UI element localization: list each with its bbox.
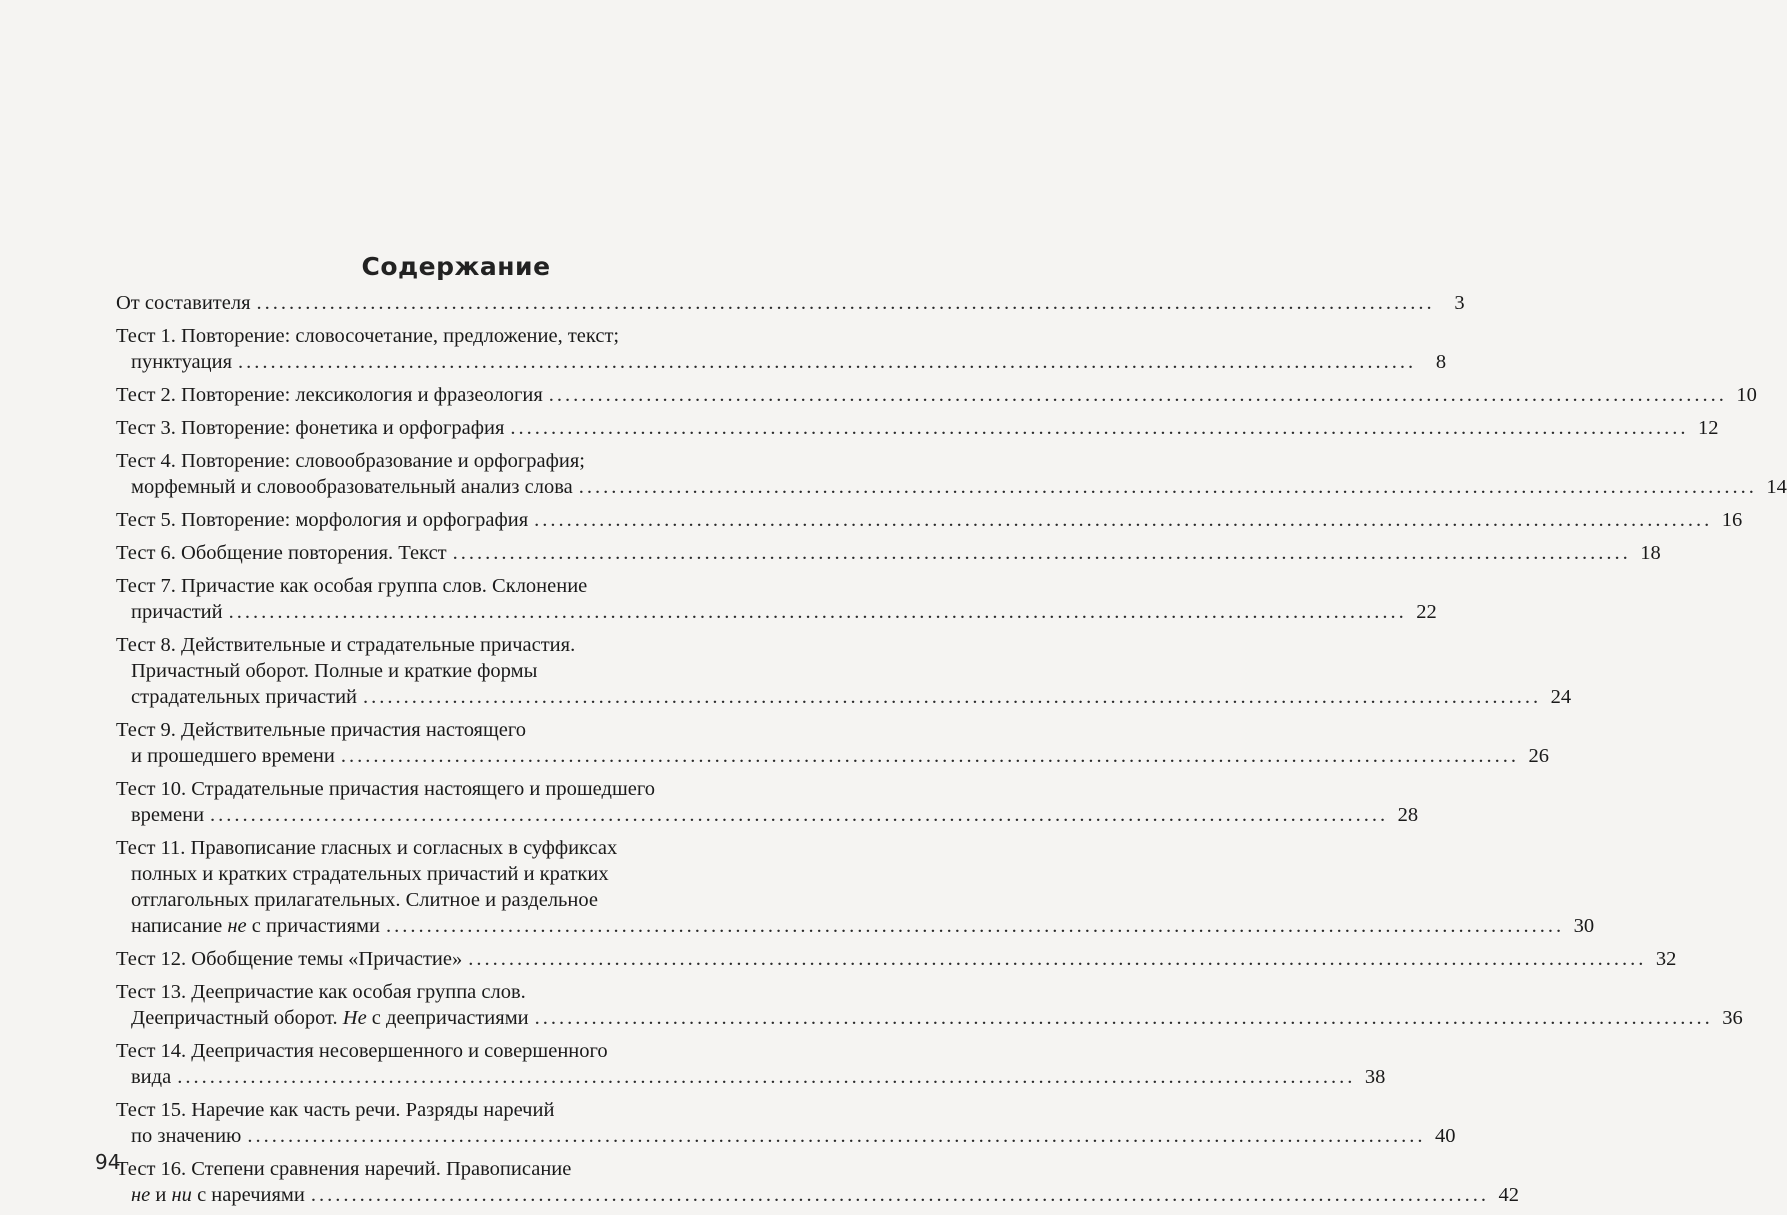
toc-page-number: 10 (1736, 384, 1757, 406)
toc-entry-line (116, 887, 834, 913)
toc-entry-last-line (116, 684, 1572, 710)
toc-entry-line (116, 658, 834, 684)
dot-leader: ................................................................................................................................................. (247, 1125, 1426, 1147)
toc-page-number: 32 (1655, 948, 1677, 970)
dot-leader: ................................................................................................................................................. (238, 351, 1417, 373)
toc-entry-last-line (116, 802, 1419, 828)
toc-entry-text (116, 946, 462, 972)
toc-page-number: 16 (1721, 509, 1743, 531)
toc-entry-text (131, 349, 232, 375)
toc-entry-line (116, 448, 834, 474)
toc-entry-line (116, 632, 834, 658)
toc-entry-text (131, 660, 537, 682)
dot-leader: ................................................................................................................................................. (340, 745, 1519, 767)
text-segment: полных и кратких страдательных причастий и кратких (131, 863, 609, 885)
dot-leader: ................................................................................................................................................. (534, 1007, 1713, 1029)
dot-leader: ................................................................................................................................................. (578, 476, 1757, 498)
text-segment: вида (131, 1066, 172, 1088)
text-segment: причастий (131, 601, 223, 623)
toc-entry (116, 415, 1719, 441)
toc-entry-text (116, 415, 504, 441)
toc-entry-text (131, 913, 380, 939)
toc-entry-line (116, 1156, 834, 1182)
toc-entry (116, 323, 1447, 375)
text-segment: Тест 8. Действительные и страдательные причастия. (116, 634, 576, 656)
toc-entry (116, 632, 1572, 710)
toc-entry-last-line (116, 913, 1595, 939)
text-segment: с деепричастиями (366, 1007, 529, 1029)
toc-entry-last-line (116, 382, 1757, 408)
toc-entry-text (116, 1099, 554, 1121)
toc-entry-text (131, 863, 609, 885)
text-segment: Тест 15. Наречие как часть речи. Разряды наречий (116, 1099, 555, 1121)
text-segment: Тест 12. Обобщение темы «Причастие» (116, 948, 463, 970)
toc-entry (116, 290, 1465, 316)
toc-entry-text (116, 450, 585, 472)
toc-entry-last-line (116, 946, 1677, 972)
text-segment: Тест 16. Степени сравнения наречий. Правописание (116, 1158, 572, 1180)
dot-leader: ................................................................................................................................................. (386, 915, 1565, 937)
text-segment: Причастный оборот. Полные и краткие формы (131, 660, 538, 682)
text-segment: Тест 6. Обобщение повторения. Текст (116, 542, 447, 564)
text-segment: Тест 11. Правописание гласных и согласных в суффиксах (116, 837, 618, 859)
italic-word: не (227, 915, 247, 937)
dot-leader: ................................................................................................................................................. (228, 601, 1407, 623)
toc-entry (116, 448, 1787, 500)
dot-leader: ................................................................................................................................................. (534, 509, 1713, 531)
page-number: 94 (95, 1150, 121, 1174)
toc-entry-text (116, 382, 543, 408)
italic-word: не (131, 1184, 151, 1206)
toc-page-number: 38 (1364, 1066, 1386, 1088)
toc-entry-line (116, 861, 834, 887)
toc-entry (116, 382, 1757, 408)
toc-page-number: 14 (1766, 476, 1787, 498)
text-segment: Тест 4. Повторение: словообразование и орфография; (116, 450, 585, 472)
text-segment: Тест 3. Повторение: фонетика и орфография (116, 417, 505, 439)
toc-entry-text (131, 474, 573, 500)
toc-entry-text (131, 1064, 171, 1090)
text-segment: От составителя (116, 292, 251, 314)
text-segment: Тест 5. Повторение: морфология и орфография (116, 509, 529, 531)
toc-entry-text (116, 325, 619, 347)
toc-entry-last-line (116, 1182, 1519, 1208)
toc-page-number: 28 (1397, 804, 1419, 826)
toc-entry-line (116, 835, 834, 861)
toc-entry-text (131, 889, 598, 911)
toc-entry (116, 507, 1743, 533)
toc-entry (116, 573, 1437, 625)
toc-entry (116, 540, 1661, 566)
text-segment: написание (131, 915, 228, 937)
toc-entry-last-line (116, 474, 1787, 500)
dot-leader: ................................................................................................................................................. (363, 686, 1542, 708)
text-segment: отглагольных прилагательных. Слитное и раздельное (131, 889, 598, 911)
toc-entry-last-line (116, 540, 1661, 566)
toc-entry-last-line (116, 349, 1447, 375)
toc-entry-text (116, 290, 251, 316)
toc-entry (116, 979, 1743, 1031)
toc-page-number: 42 (1498, 1184, 1519, 1206)
toc-page-number: 3 (1454, 292, 1465, 314)
toc-page-number: 18 (1640, 542, 1661, 564)
toc-entry-text (131, 743, 335, 769)
toc-entry-last-line (116, 1064, 1386, 1090)
toc-entry-line (116, 717, 834, 743)
table-of-contents (116, 290, 1787, 1215)
text-segment: Тест 13. Деепричастие как особая группа слов. (116, 981, 526, 1003)
dot-leader: ................................................................................................................................................. (468, 948, 1647, 970)
text-segment: страдательных причастий (131, 686, 358, 708)
toc-page-number: 40 (1434, 1125, 1456, 1147)
toc-entry-text (131, 1123, 241, 1149)
toc-entry-last-line (116, 599, 1437, 625)
toc-entry-last-line (116, 415, 1719, 441)
toc-entry-text (116, 1158, 571, 1180)
toc-entry (116, 1156, 1519, 1208)
text-segment: Тест 10. Страдательные причастия настоящего и прошедшего (116, 778, 655, 800)
dot-leader: ................................................................................................................................................. (548, 384, 1727, 406)
toc-entry (116, 776, 1419, 828)
toc-page-number: 12 (1698, 417, 1719, 439)
toc-entry-last-line (116, 1005, 1743, 1031)
toc-entry-text (116, 981, 526, 1003)
dot-leader: ................................................................................................................................................. (177, 1066, 1356, 1088)
toc-entry-text (131, 684, 357, 710)
toc-page-number: 30 (1573, 915, 1595, 937)
text-segment: Деепричастный оборот. (131, 1007, 343, 1029)
toc-entry (116, 835, 1595, 939)
text-segment: и прошедшего времени (131, 745, 335, 767)
toc-entry-text (116, 634, 575, 656)
dot-leader: ................................................................................................................................................. (510, 417, 1689, 439)
text-segment: с наречиями (191, 1184, 305, 1206)
toc-entry (116, 1038, 1386, 1090)
page-title: Содержание (361, 252, 551, 281)
toc-entry (116, 717, 1549, 769)
text-segment: Тест 9. Действительные причастия настоящего (116, 719, 527, 741)
toc-entry-line (116, 323, 834, 349)
text-segment: Тест 7. Причастие как особая группа слов. Склонение (116, 575, 588, 597)
toc-entry-text (116, 507, 528, 533)
dot-leader: ................................................................................................................................................. (310, 1184, 1489, 1206)
text-segment: и (150, 1184, 172, 1206)
text-segment: пунктуация (131, 351, 233, 373)
toc-entry-last-line (116, 1123, 1456, 1149)
italic-word: Не (342, 1007, 367, 1029)
toc-entry-text (116, 719, 526, 741)
toc-entry-line (116, 1038, 834, 1064)
text-segment: морфемный и словообразовательный анализ слова (131, 476, 573, 498)
toc-page-number: 24 (1550, 686, 1572, 708)
toc-entry (116, 946, 1677, 972)
italic-word: ни (171, 1184, 192, 1206)
toc-entry-last-line (116, 743, 1549, 769)
text-segment: Тест 1. Повторение: словосочетание, предложение, текст; (116, 325, 620, 347)
dot-leader: ................................................................................................................................................. (210, 804, 1389, 826)
toc-entry-line (116, 979, 834, 1005)
toc-entry-text (116, 575, 587, 597)
toc-entry-text (131, 1182, 305, 1208)
toc-page-number: 36 (1722, 1007, 1743, 1029)
toc-entry-line (116, 1097, 834, 1123)
text-segment: Тест 14. Деепричастия несовершенного и совершенного (116, 1040, 608, 1062)
dot-leader: ................................................................................................................................................. (256, 292, 1435, 314)
text-segment: времени (131, 804, 205, 826)
toc-entry-line (116, 776, 834, 802)
text-segment: с причастиями (246, 915, 380, 937)
toc-entry-last-line (116, 507, 1743, 533)
toc-entry-text (131, 1005, 529, 1031)
toc-page-number: 22 (1416, 601, 1437, 623)
toc-entry-text (116, 778, 655, 800)
toc-entry-text (131, 802, 204, 828)
toc-entry (116, 1097, 1456, 1149)
toc-entry-text (116, 540, 447, 566)
text-segment: Тест 2. Повторение: лексикология и фразеология (116, 384, 543, 406)
toc-entry-text (116, 837, 617, 859)
toc-entry-text (131, 599, 223, 625)
toc-entry-text (116, 1040, 608, 1062)
toc-page-number: 8 (1435, 351, 1447, 373)
toc-entry-line (116, 573, 834, 599)
toc-entry-last-line (116, 290, 1465, 316)
text-segment: по значению (131, 1125, 242, 1147)
toc-page-number: 26 (1528, 745, 1549, 767)
dot-leader: ................................................................................................................................................. (452, 542, 1631, 564)
